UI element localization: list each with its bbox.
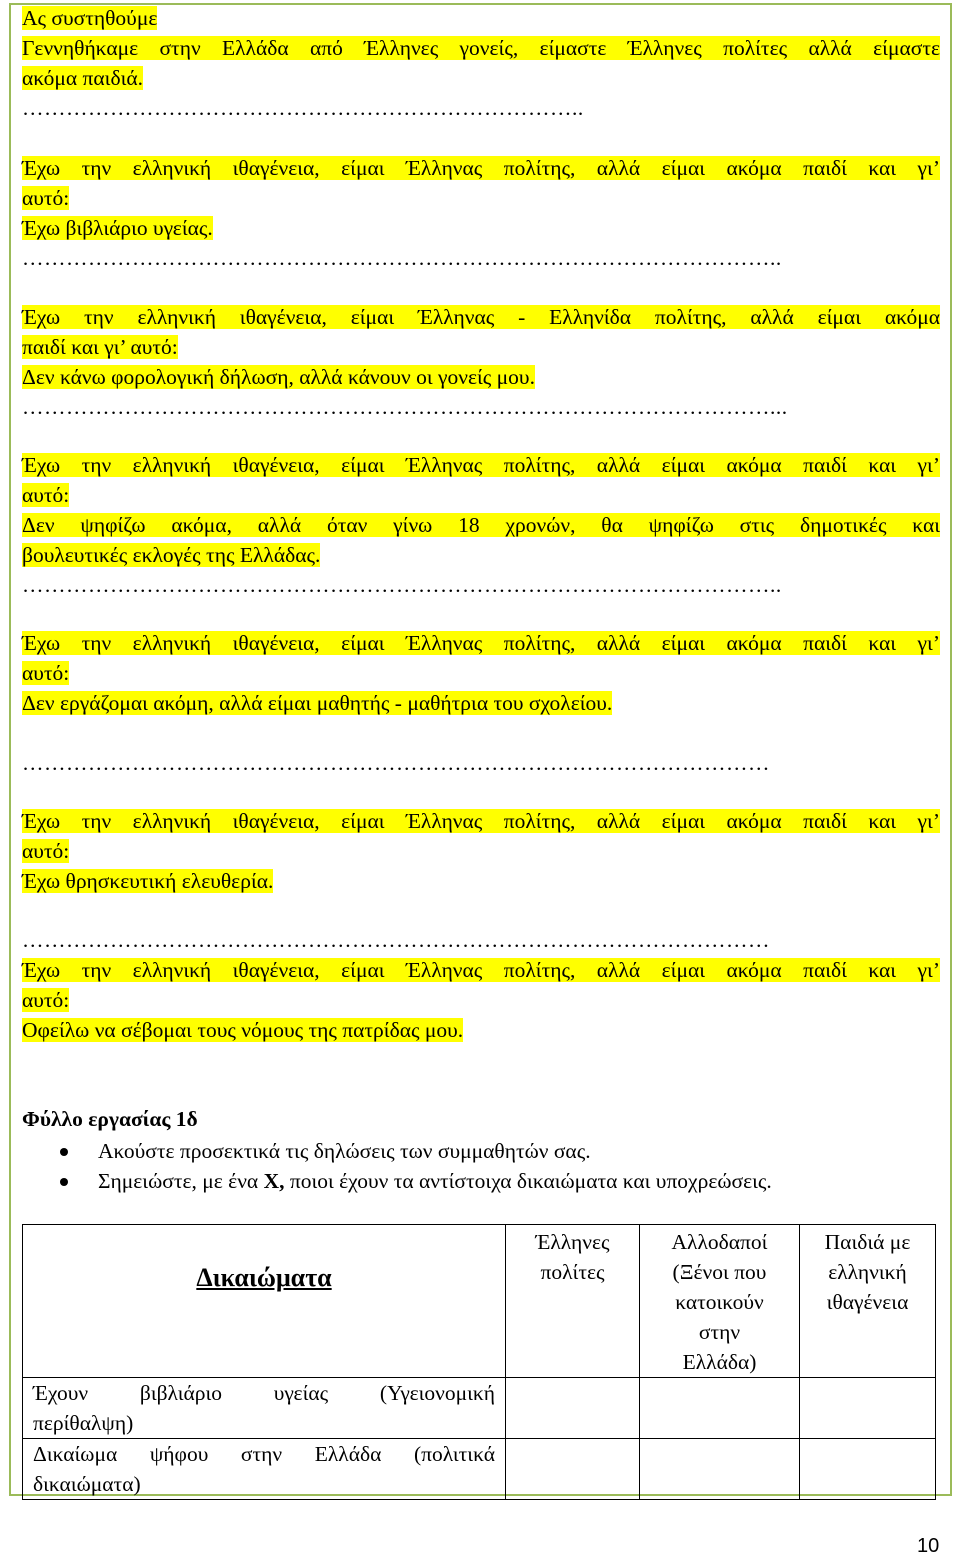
col-header-greek-citizens: Έλληνες πολίτες (506, 1225, 640, 1378)
statement-line: αυτό: (22, 186, 70, 210)
statement-line: Έχω την ελληνική ιθαγένεια, είμαι Έλληνας πολίτης, αλλά είμαι ακόμα παιδί και γι’ (22, 958, 940, 982)
answer-dots: ………………………………………………………………………………………… (22, 751, 770, 775)
checkbox-cell[interactable] (800, 1378, 936, 1439)
rights-table (22, 1224, 936, 1500)
statement-line: Έχω την ελληνική ιθαγένεια, είμαι Έλληνας πολίτης, αλλά είμαι ακόμα παιδί και γι’ (22, 631, 940, 655)
statement-line: Έχω την ελληνική ιθαγένεια, είμαι Έλληνας πολίτης, αλλά είμαι ακόμα παιδί και γι’ (22, 453, 940, 477)
statement-line: Έχω την ελληνική ιθαγένεια, είμαι Έλληνας - Ελληνίδα πολίτης, αλλά είμαι ακόμα (22, 305, 940, 329)
statement-line: αυτό: (22, 988, 70, 1012)
table-row (23, 1439, 936, 1500)
right-cell: Δικαίωμα ψήφου στην Ελλάδα (πολιτικά δικαιώματα) (23, 1439, 506, 1500)
checkbox-cell[interactable] (506, 1378, 640, 1439)
statement-answer: Οφείλω να σέβομαι τους νόμους της πατρίδας μου. (22, 1018, 464, 1042)
answer-dots: ………………………………………………………………………………………… (22, 928, 770, 952)
checkbox-cell[interactable] (640, 1439, 800, 1500)
worksheet-title: Φύλλο εργασίας 1δ (22, 1107, 198, 1131)
checkbox-cell[interactable] (506, 1439, 640, 1500)
table-row (23, 1378, 936, 1439)
col-header-foreigners: Αλλοδαποί (Ξένοι που κατοικούν στην Ελλάδα) (640, 1225, 800, 1378)
statement-answer: Δεν κάνω φορολογική δήλωση, αλλά κάνουν οι γονείς μου. (22, 365, 535, 389)
statement-line: παιδί και γι’ αυτό: (22, 335, 178, 359)
statement-line: αυτό: (22, 839, 70, 863)
col-header-children: Παιδιά με ελληνική ιθαγένεια (800, 1225, 936, 1378)
statement-answer: βουλευτικές εκλογές της Ελλάδας. (22, 543, 321, 567)
statement-line: Έχω την ελληνική ιθαγένεια, είμαι Έλληνας πολίτης, αλλά είμαι ακόμα παιδί και γι’ (22, 156, 940, 180)
page-number: 10 (917, 1535, 940, 1557)
intro-line-1: Γεννηθήκαμε στην Ελλάδα από Έλληνες γονείς, είμαστε Έλληνες πολίτες αλλά είμαστε (22, 36, 940, 60)
statement-line: Έχω την ελληνική ιθαγένεια, είμαι Έλληνας πολίτης, αλλά είμαι ακόμα παιδί και γι’ (22, 809, 940, 833)
statement-answer: Έχω βιβλιάριο υγείας. (22, 216, 213, 240)
rights-header: Δικαιώματα (196, 1263, 332, 1292)
statement-line: αυτό: (22, 661, 70, 685)
right-cell: Έχουν βιβλιάριο υγείας (Υγειονομική περίθαλψη) (23, 1378, 506, 1439)
answer-dots: …………………………………………………………………………………………... (22, 395, 788, 419)
statement-answer: Έχω θρησκευτική ελευθερία. (22, 869, 274, 893)
answer-dots: ………………………………………………………………………………………….. (22, 246, 782, 270)
checkbox-cell[interactable] (640, 1378, 800, 1439)
rights-header-cell (23, 1225, 506, 1378)
intro-line-2: ακόμα παιδιά. (22, 66, 144, 90)
intro-title: Ας συστηθούμε (22, 6, 158, 30)
instruction-item: Σημειώστε, με ένα Χ, ποιοι έχουν τα αντίστοιχα δικαιώματα και υποχρεώσεις. (22, 1166, 772, 1196)
instruction-list (22, 1136, 772, 1196)
table-header-row (23, 1225, 936, 1378)
checkbox-cell[interactable] (800, 1439, 936, 1500)
answer-dots: ………………………………………………………………….. (22, 96, 584, 120)
statement-line: αυτό: (22, 483, 70, 507)
statement-answer: Δεν εργάζομαι ακόμη, αλλά είμαι μαθητής - μαθήτρια του σχολείου. (22, 691, 613, 715)
statement-answer: Δεν ψηφίζω ακόμα, αλλά όταν γίνω 18 χρονών, θα ψηφίζω στις δημοτικές και (22, 513, 940, 537)
answer-dots: ………………………………………………………………………………………….. (22, 573, 782, 597)
instruction-item: Ακούστε προσεκτικά τις δηλώσεις των συμμαθητών σας. (22, 1136, 772, 1166)
